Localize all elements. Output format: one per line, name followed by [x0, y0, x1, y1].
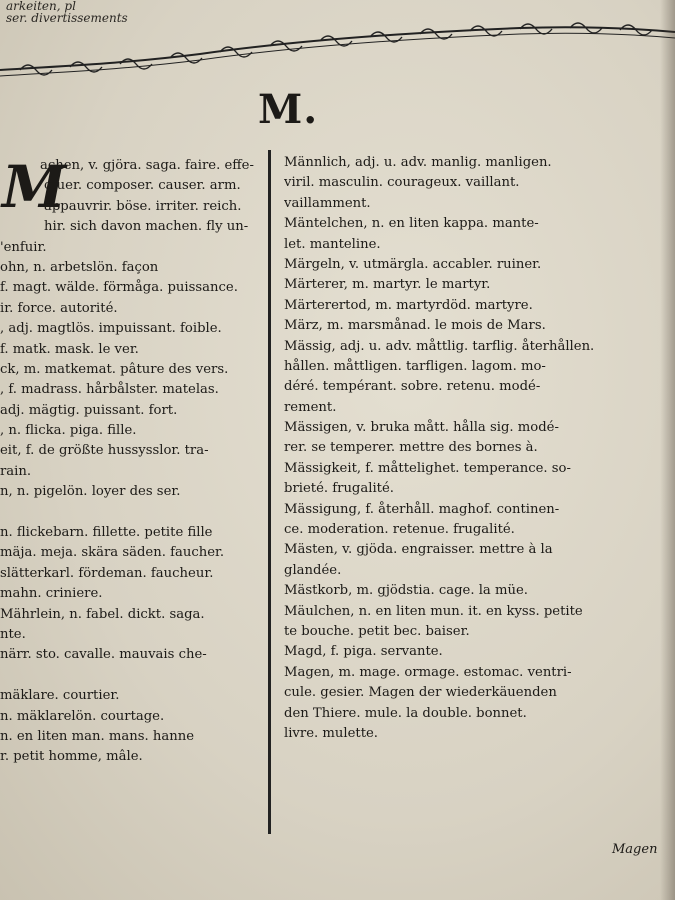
- dictionary-line: ir. force. autorité.: [0, 300, 118, 316]
- dictionary-line: März, m. marsmånad. le mois de Mars.: [284, 318, 546, 334]
- dictionary-line: hir. sich davon machen. fly un-: [44, 219, 249, 235]
- dictionary-line: let. manteline.: [284, 236, 381, 252]
- dictionary-line: Märterertod, m. martyrdöd. martyre.: [284, 297, 533, 313]
- dictionary-line: Mässigkeit, f. måttelighet. temperance. so-: [284, 460, 571, 476]
- dictionary-line: Männlich, adj. u. adv. manlig. manligen.: [284, 155, 552, 170]
- dictionary-line: n, n. pigelön. loyer des ser.: [0, 484, 181, 500]
- header-line: ser. divertissements: [6, 11, 128, 25]
- dictionary-line: mäklare. courtier.: [0, 688, 120, 704]
- dictionary-line: adj. mägtig. puissant. fort.: [0, 402, 178, 418]
- dictionary-line: r. petit homme, mâle.: [0, 749, 143, 765]
- dictionary-line: Magd, f. piga. servante.: [284, 644, 443, 660]
- dictionary-line: cule. gesier. Magen der wiederkäuenden: [284, 685, 557, 701]
- column-divider: [268, 150, 271, 834]
- dictionary-line: appauvrir. böse. irriter. reich.: [44, 198, 242, 214]
- dictionary-line: Magen, m. mage. ormage. estomac. ventri-: [284, 664, 572, 680]
- dictionary-line: 'enfuir.: [0, 239, 47, 255]
- dictionary-line: Mästkorb, m. gjödstia. cage. la müe.: [284, 583, 528, 599]
- dictionary-line: Mährlein, n. fabel. dickt. saga.: [0, 606, 205, 622]
- dictionary-line: hållen. måttligen. tarfligen. lagom. mo-: [284, 358, 546, 374]
- catchword: Magen: [612, 842, 658, 857]
- dictionary-line: livre. mulette.: [284, 725, 378, 741]
- dictionary-line: den Thiere. mule. la double. bonnet.: [284, 705, 527, 721]
- dictionary-line: vaillamment.: [284, 195, 371, 211]
- dictionary-line: ctuer. composer. causer. arm.: [44, 178, 241, 194]
- dictionary-line: Mässigung, f. återhåll. maghof. continen-: [284, 501, 560, 517]
- dictionary-line: slätterkarl. fördeman. faucheur.: [0, 565, 214, 581]
- dictionary-line: ce. moderation. retenue. frugalité.: [284, 522, 515, 538]
- dictionary-line: nte.: [0, 626, 26, 642]
- dictionary-line: ohn, n. arbetslön. façon: [0, 259, 159, 275]
- left-column: [0, 153, 266, 768]
- dictionary-line: Mäntelchen, n. en liten kappa. mante-: [284, 216, 539, 232]
- dictionary-line: eit, f. de größte hussysslor. tra-: [0, 443, 209, 459]
- right-column: [284, 153, 675, 744]
- page-spine-shadow: [660, 0, 675, 900]
- dictionary-line: rement.: [284, 399, 337, 415]
- dictionary-line: n. mäklarelön. courtage.: [0, 708, 165, 724]
- dictionary-line: , adj. magtlös. impuissant. foible.: [0, 321, 222, 337]
- dictionary-line: achen, v. gjöra. saga. faire. effe-: [40, 158, 254, 173]
- dictionary-line: mäja. meja. skära säden. faucher.: [0, 545, 225, 561]
- dictionary-line: rain.: [0, 463, 32, 479]
- dictionary-line: [0, 666, 266, 686]
- dictionary-line: , n. flicka. piga. fille.: [0, 423, 137, 439]
- dictionary-line: f. matk. mask. le ver.: [0, 341, 139, 357]
- dictionary-line: f. magt. wälde. förmåga. puissance.: [0, 280, 238, 296]
- dictionary-line: Mässigen, v. bruka mått. hålla sig. modé-: [284, 420, 559, 436]
- ornament-border-icon: [0, 8, 675, 78]
- section-letter: M.: [258, 86, 319, 133]
- dictionary-line: närr. sto. cavalle. mauvais che-: [0, 647, 207, 663]
- drop-cap: M: [2, 153, 67, 221]
- header-line: arkeiten, pl: [6, 0, 76, 13]
- dictionary-line: Mäulchen, n. en liten mun. it. en kyss. petite: [284, 603, 583, 619]
- dictionary-line: Mässig, adj. u. adv. måttlig. tarflig. återhållen.: [284, 338, 595, 354]
- dictionary-line: Märterer, m. martyr. le martyr.: [284, 277, 491, 293]
- dictionary-line: Märgeln, v. utmärgla. accabler. ruiner.: [284, 256, 542, 272]
- dictionary-line: n. flickebarn. fillette. petite fille: [0, 525, 213, 541]
- dictionary-line: déré. tempérant. sobre. retenu. modé-: [284, 379, 541, 395]
- dictionary-line: , f. madrass. hårbålster. matelas.: [0, 382, 219, 398]
- dictionary-line: rer. se temperer. mettre des bornes à.: [284, 440, 538, 456]
- dictionary-line: [0, 503, 266, 523]
- dictionary-line: viril. masculin. courageux. vaillant.: [284, 175, 520, 191]
- dictionary-line: brieté. frugalité.: [284, 481, 394, 497]
- dictionary-line: Mästen, v. gjöda. engraisser. mettre à la: [284, 542, 553, 558]
- dictionary-line: mahn. criniere.: [0, 586, 103, 602]
- dictionary-line: te bouche. petit bec. baiser.: [284, 623, 470, 639]
- dictionary-line: glandée.: [284, 562, 342, 578]
- dictionary-line: ck, m. matkemat. pâture des vers.: [0, 361, 229, 377]
- dictionary-line: n. en liten man. mans. hanne: [0, 728, 194, 744]
